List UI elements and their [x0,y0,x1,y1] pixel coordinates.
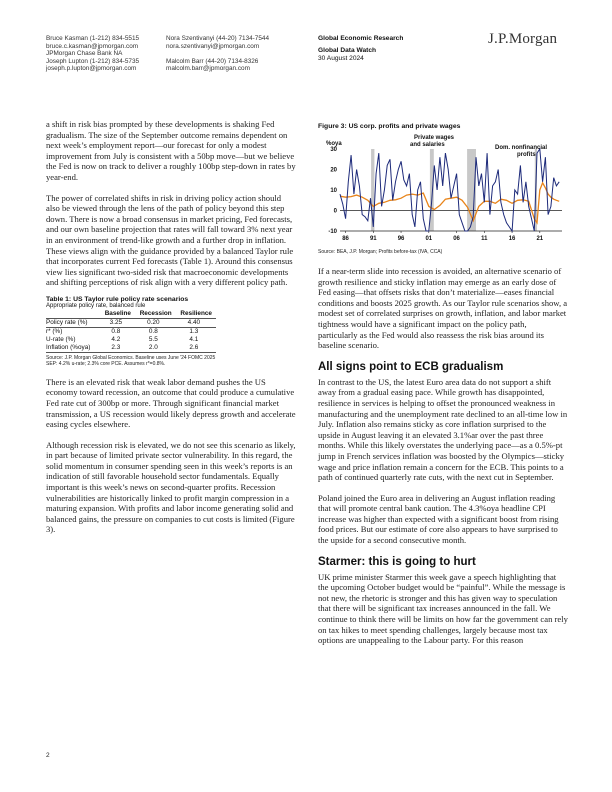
report-series: Global Economic Research [318,35,404,42]
author-email-link[interactable]: malcolm.barr@jpmorgan.com [166,65,250,73]
table-1 [46,296,296,368]
author-contacts-2 [166,35,269,73]
table-title: Table 1: US Taylor rule policy rate scenarios [46,295,189,303]
body-paragraph: UK prime minister Starmer this week gave a speech highlighting that the upcoming October budget would be “painful”. While the message is not new, the rhetoric is stronger and this has given way to speculation that there will be significant tax increases announced in the fall. We continue to think there will be limits on how far the government can rely on tax hikes to meet spending challenges, largely because most tax options are unappealing to the Labour party. For this reason [318,571,568,646]
y-unit-label: %oya [326,141,342,147]
x-tick-label: 86 [342,236,349,242]
left-column [46,119,296,535]
author-name: Malcolm Barr (44-20) 7134-8326 [166,57,259,65]
table-cell: 2.3 [101,344,135,353]
table-header [46,309,101,319]
annotation-line: profits [517,152,536,158]
table-row [46,344,216,353]
y-tick-label: 20 [330,167,337,174]
annotation-line: Private wages [414,135,455,141]
author-name: Bruce Kasman (1-212) 834-5515 [46,35,140,42]
figure-title: Figure 3: US corp. profits and private wages [318,123,461,130]
body-paragraph: The power of correlated shifts in risk in driving policy action should also be viewed through the lens of the path of policy beyond this step down. There is now a broad consensus in market pricing, Fed forecasts, and our own baseline projection that rates will fall toward 3% next year in an environment of trend-like growth and a further drop in inflation. These views align with the guidance provided by a balanced Taylor rule that incorporates current Fed forecasts (Table 1). Around this consensus view lies significant two-sided risk that macroeconomic developments and shifting perceptions of risk align with a very different policy path. [46,192,294,288]
figure-3 [318,123,568,255]
x-tick-label: 16 [508,236,516,242]
author-name: Nora Szentivanyi (44-20) 7134-7544 [166,35,270,42]
table-cell: 2.0 [135,344,176,353]
right-column [318,266,568,646]
body-paragraph: a shift in risk bias prompted by these developments is shaking Fed gradualism. The size of the September outcome remains dependent on next week’s employment report—our forecast for only a modest improvement from July is consistent with a 50bp move—but we believe the Fed is now on track to deliver a roughly 100bp step-down in rates by year-end. [46,119,296,182]
table-cell: r* (%) [46,328,63,336]
table-header: Resilience [176,309,216,319]
y-tick-label: 10 [330,188,337,194]
x-tick-label: 11 [481,236,488,242]
table-row [46,327,216,336]
body-paragraph: Poland joined the Euro area in delivering an August inflation reading that will promote central bank caution. The 4.3%oya headline CPI increase was higher than expected with a significant boost from rising food prices. But our estimate of core also appears to have surprised to the upside for a second consecutive month. [318,492,559,546]
body-paragraph: There is an elevated risk that weak labor demand pushes the US economy toward recession, an outcome that could produce a cumulative Fed rate cut of 300bp or more. Through significant financial market transmission, a US recession would likely depress growth and accelerate easing cycles elsewhere. [46,376,296,430]
report-date: 30 August 2024 [318,55,364,62]
table-cell: Policy rate (%) [46,318,101,327]
table-row [46,318,216,327]
table-source-line: SEP: 4.2% u-rate; 2.3% core PCE. Assumes r*=0.8%. [46,361,166,368]
table-cell: 0.8 [111,328,121,336]
table-cell: 4.2 [111,336,121,344]
annotation-line: Dom. nonfinancial [495,145,548,151]
section-heading: All signs point to ECB gradualism [318,360,504,373]
annotation-line: and salaries [410,142,445,148]
table-cell: 4.40 [176,318,216,327]
body-paragraph: Although recession risk is elevated, we do not see this scenario as likely, in part because of limited private sector vulnerability. In this regard, the solid momentum in consumer spending seen in this week’s reports is an indication of still favorable household sector fundamentals. Equally important is this week’s news on second-quarter profits. Recession vulnerabilities are historically linked to profit margin compression in a maturing expansion. With profits and labor income generating solid and balanced gains, the pressure on companies to cut costs is limited (Figure 3). [46,439,296,535]
body-paragraph: In contrast to the US, the latest Euro area data do not support a shift away from a gradual easing pace. While growth has disappointed, resilience in services is helping to offset the pronounced weakness in manufacturing and the unemployment rate declined to an all-time low in July. Inflation also remains sticky as core inflation surprised to the upside in August leaving it an elevated 3.1%ar over the past three months. While this likely overstates the underlying pace—as a 0.5%-pt jump in French services inflation was boosted by the Olympics—sticky wage and price inflation remain a concern for the ECB. This points to a path of continued quarterly rate cuts, with the next cut in September. [318,376,568,483]
taylor-rule-table [46,309,216,353]
x-tick-label: 21 [536,236,544,242]
profits-wages-chart [318,131,568,249]
table-header: Recession [135,309,176,319]
table-subtitle: Appropriate policy rate, balanced rule [46,302,146,309]
table-cell: U-rate (%) [46,336,76,344]
author-name: Joseph Lupton (1-212) 834-5735 [46,57,140,65]
figure-source: Source: BEA, J.P. Morgan; Profits before-tax (IVA, CCA) [318,249,443,255]
jpmorgan-logo: J.P.Morgan [488,31,558,47]
report-header [318,35,403,63]
table-cell: 0.20 [135,318,176,327]
body-paragraph: If a near-term slide into recession is avoided, an alternative scenario of growth resilience and sticky inflation may emerge as an early dose of Fed easing—that offsets risks that don’t materialize—eases financial conditions and boosts 2025 growth. As our Taylor rule scenarios show, a modest set of correlated surprises on growth, inflation, and labor market tightness would have a significant impact on the policy path, particularly as the Fed would also reassess the risk bias around its baseline scenario. [318,266,568,351]
author-contacts-1 [46,35,139,73]
table-row [46,336,216,344]
table-cell: 0.8 [148,328,158,336]
table-source-line: Source: J.P. Morgan Global Economics. Baseline uses June '24 FOMC 2025 [46,354,216,361]
table-cell: 1.3 [189,328,199,336]
x-tick-label: 01 [425,236,433,242]
table-cell: Inflation (%oya) [46,344,101,353]
table-cell: 3.25 [101,318,135,327]
y-tick-label: -10 [328,229,337,235]
table-header: Baseline [101,309,135,319]
page-number: 2 [46,752,50,759]
table-cell: 5.5 [148,336,158,344]
x-tick-label: 06 [453,236,460,242]
y-tick-label: 30 [330,147,337,153]
x-tick-label: 91 [369,236,377,242]
author-email-link[interactable]: nora.szentivanyi@jpmorgan.com [166,42,260,50]
series-annotation [410,135,456,148]
author-email-link[interactable]: joseph.p.lupton@jpmorgan.com [46,65,137,73]
y-tick-label: 0 [333,208,337,215]
table-cell: 2.6 [176,344,216,353]
author-email-link[interactable]: bruce.c.kasman@jpmorgan.com [46,42,139,50]
table-cell: 4.1 [189,336,199,344]
x-tick-label: 96 [397,236,405,242]
author-org: JPMorgan Chase Bank NA [46,50,123,58]
section-heading: Starmer: this is going to hurt [318,555,476,568]
report-title: Global Data Watch [318,47,377,54]
table-source [46,355,296,368]
